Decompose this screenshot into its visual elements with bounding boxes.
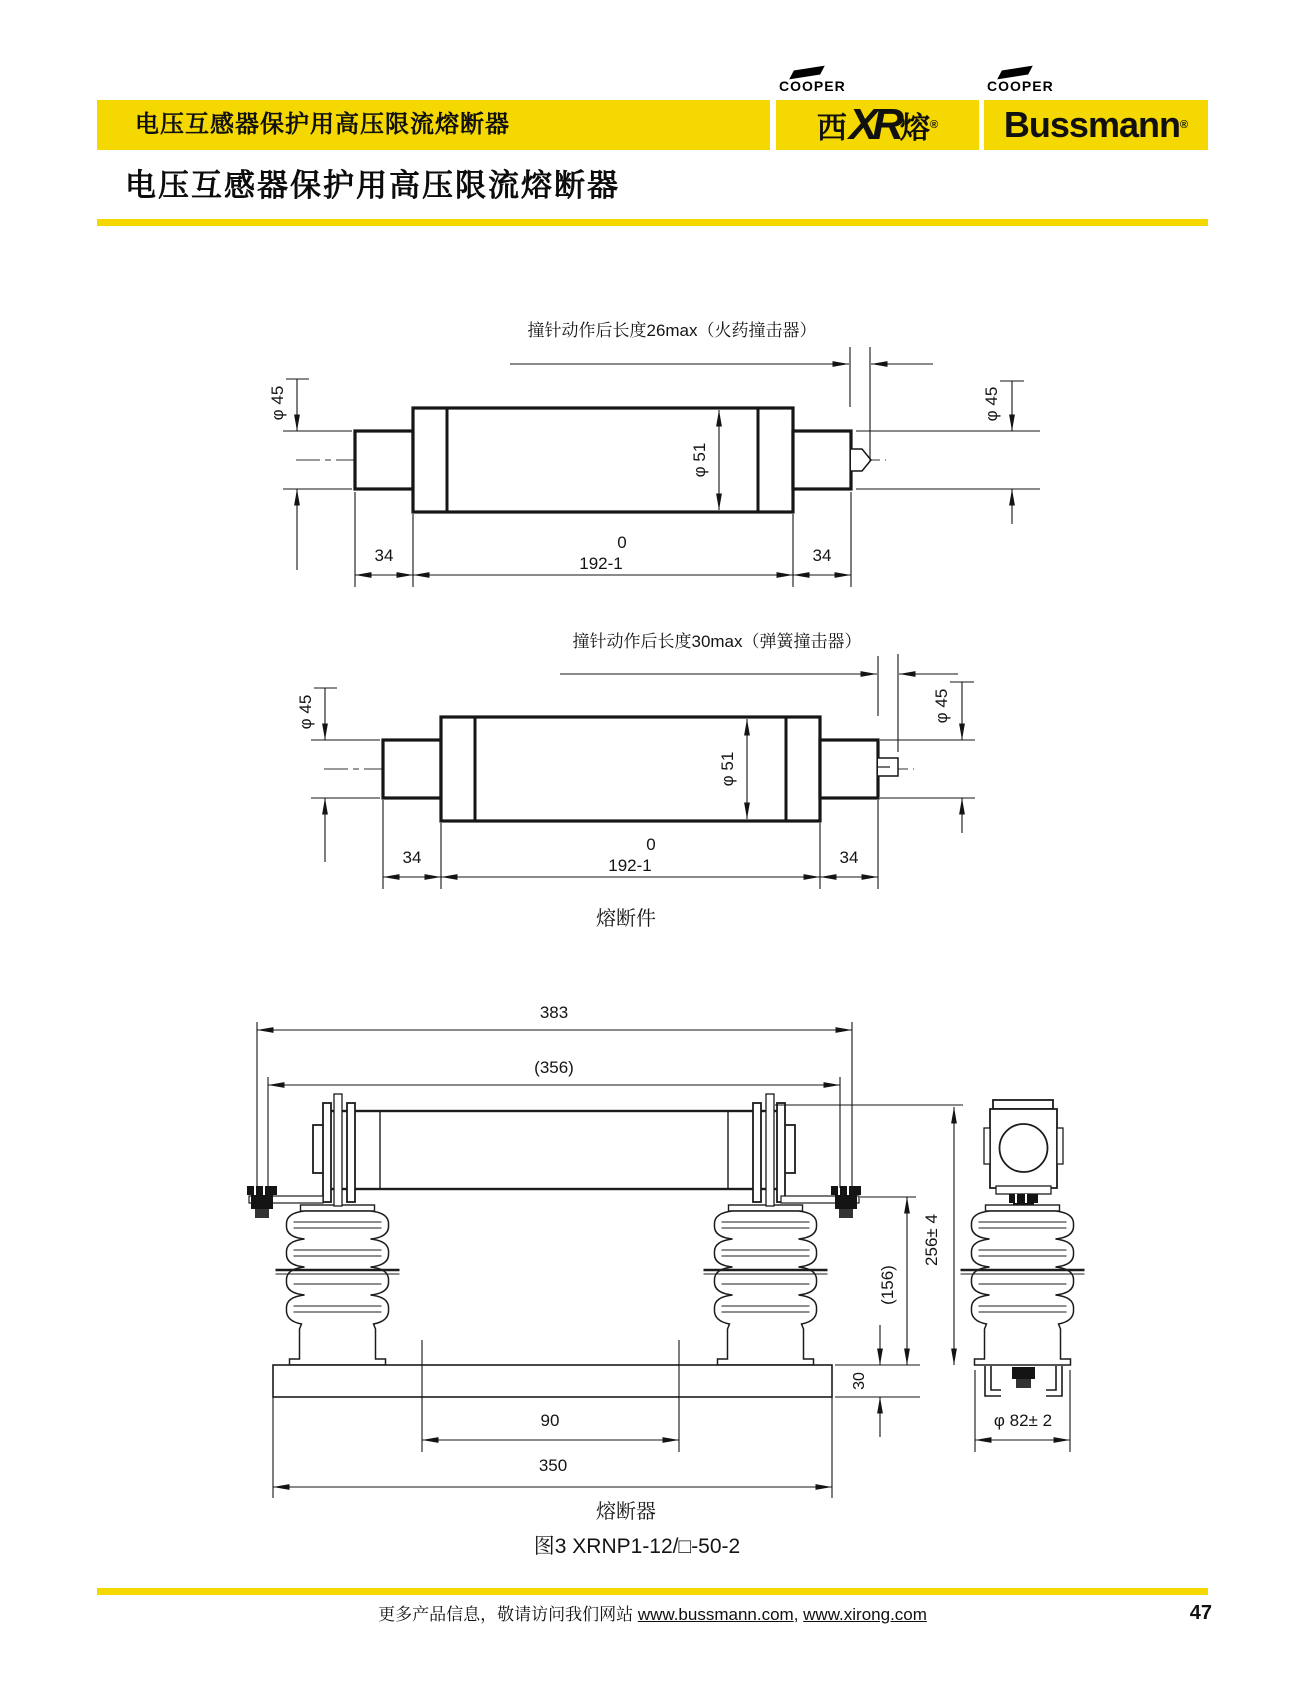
fig1-right-contact (793, 431, 851, 489)
fig1-striker-note: 撞针动作后长度26max（火药撞击器） (527, 321, 817, 340)
fuse-label: 熔断器 (596, 1501, 656, 1523)
fig1-dia45-left: φ 45 (268, 385, 287, 421)
registered-mark-icon: ® (1179, 119, 1189, 131)
tube-cross-section (1000, 1124, 1048, 1172)
fig2-tolerance: 0 (646, 835, 656, 854)
fig3-dim356: (356) (534, 1058, 574, 1077)
fig1-dim192: 192-1 (579, 554, 623, 573)
page-title: 电压互感器保护用高压限流熔断器 (125, 168, 620, 203)
fig3-dim256: 256± 4 (922, 1214, 941, 1266)
fig2-right-contact (820, 740, 878, 798)
fig3-side-view (961, 1100, 1085, 1452)
fig2-dia51: φ 51 (718, 751, 737, 787)
left-insulator (276, 1205, 400, 1365)
fig1-dia51: φ 51 (690, 442, 709, 478)
right-insulator (704, 1205, 828, 1365)
fig3-dia82: φ 82± 2 (993, 1411, 1053, 1430)
header-band-title: 电压互感器保护用高压限流熔断器 (135, 111, 510, 138)
fig1-dim34-left: 34 (374, 546, 394, 565)
fig1-left-contact (355, 431, 413, 489)
fig2-dim192: 192-1 (608, 856, 652, 875)
fig2-fuse-link-spring-striker (296, 632, 975, 889)
footer-rule (97, 1588, 1208, 1595)
fig2-dim34-right: 34 (839, 848, 859, 867)
xirong-logo-xr: XR (848, 100, 898, 149)
fig3-dim90: 90 (540, 1411, 560, 1430)
footer-separator: , (793, 1605, 804, 1624)
xirong-logo-xi: 西 (816, 112, 847, 145)
fig1-dia45-right: φ 45 (982, 386, 1001, 422)
fig3-dim383: 383 (539, 1003, 569, 1022)
fig2-dim34-left: 34 (402, 848, 422, 867)
xirong-url-link[interactable]: www.xirong.com (803, 1605, 927, 1624)
fig1-body (413, 408, 793, 512)
cooper-logo-left: COOPER (779, 78, 846, 94)
xirong-logo-rong: 熔 (900, 112, 930, 145)
fig3-dim156: (156) (878, 1265, 897, 1305)
fig3-dim30: 30 (851, 1372, 868, 1390)
fig2-striker-note: 撞针动作后长度30max（弹簧撞击器） (572, 632, 862, 651)
fig3-fuse-tube (327, 1111, 781, 1189)
bussmann-url-link[interactable]: www.bussmann.com (637, 1605, 794, 1624)
fig1-fuse-link-powder-striker (268, 321, 1040, 587)
fig2-left-contact (383, 740, 441, 798)
bussmann-wordmark: Bussmann (1003, 104, 1180, 145)
fig1-striker-pin (851, 449, 871, 471)
footer-info (97, 1600, 1208, 1630)
fig2-body (441, 717, 820, 821)
registered-mark-icon: ® (930, 119, 939, 131)
footer-text: 更多产品信息，敬请访问我们网站 (378, 1605, 638, 1624)
base-plate (273, 1365, 832, 1397)
fig1-tolerance: 0 (617, 533, 627, 552)
fig3-dim350: 350 (538, 1456, 568, 1475)
fuse-link-label: 熔断件 (596, 908, 656, 930)
fig3-fuse-mount (247, 1003, 1085, 1558)
figure-caption: 图3 XRNP1-12/□-50-2 (533, 1535, 741, 1558)
fig2-dia45-left: φ 45 (296, 694, 315, 730)
fig2-dia45-right: φ 45 (932, 688, 951, 724)
page-number: 47 (1189, 1602, 1212, 1624)
fig1-dim34-right: 34 (812, 546, 832, 565)
cooper-logo-right: COOPER (987, 78, 1054, 94)
